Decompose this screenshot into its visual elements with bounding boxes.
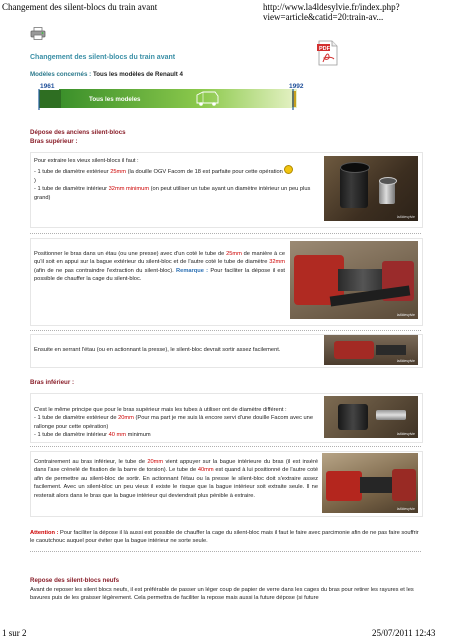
section-heading-install: Repose des silent-blocs neufs: [30, 577, 120, 584]
article-title: Changement des silent-blocs du train avant: [30, 54, 176, 61]
print-footer-datetime: 25/07/2011 12:43: [372, 628, 436, 638]
separator: [30, 446, 421, 447]
photo-watermark: la4ldesylvie: [396, 313, 415, 317]
photo-watermark: la4ldesylvie: [396, 215, 415, 219]
section-heading-removal: Dépose des anciens silent-blocs: [30, 129, 126, 136]
print-icon[interactable]: [30, 27, 46, 40]
subheading-upper-arm: Bras supérieur :: [30, 138, 78, 145]
vice-paragraph: Positionner le bras dans un étau (ou une presse) avec d'un coté le tube de 25mm de manière à ce qu'il soit en appui sur la bague extérieur du silent-bloc et de l'autre coté le tube de diamètre 32mm (afin de ne pas contraindre l'extraction du silent-bloc). Remarque : Pour faciliter la dépose il est possible de chauffer la cage du silent-bloc.: [34, 251, 285, 283]
lower-vice-paragraph: Contrairement au bras inférieur, le tube de 20mm vient appuyer sur la bague intérieure du bras (il est inséré dans l'axe crénelé de fixation de la barre de torsion). Le tube de 40mm est quand à lui positionné de l'autre coté afin de permettre au silent-bloc de sortir. En actionnant l'étau ou la presse le silent-bloc doit s'extraire assez facilement. Avec un silent-bloc un peu vieux il existe le risque que la bague intérieur soit extraite seule. Il ne resterait alors dans le bras que la bague intérieur qui deviendrait plus pénible à extraire.: [34, 459, 318, 499]
separator: [30, 233, 421, 234]
attention-note: Attention : Pour faciliter la dépose il là aussi est possible de chauffer la cage du silent-bloc mais il faut le faire avec parcimonie afin de ne pas faire souffrir le caoutchouc auquel pour éviter que la bague intérieur ne sorte seule.: [30, 530, 419, 545]
photo-tubes: [324, 156, 418, 221]
separator: [30, 330, 421, 331]
separator: [30, 551, 421, 552]
photo-watermark: la4ldesylvie: [396, 359, 415, 363]
extraction-paragraph: Ensuite en serrant l'étau (ou en actionnant la presse), le silent-bloc devrait sortir assez facilement.: [34, 347, 281, 353]
install-paragraph: Avant de reposer les silent blocs neufs, il est préférable de passer un léger coup de papier de verre dans les cages du bras pour retirer les rayures et les bavures puis de les graisser légèrement. Cela permettra de faciliter la repose mais aussi la future dépose (si future: [30, 587, 414, 602]
photo-vice-upper-arm: [290, 241, 418, 319]
timeline-label: Tous les modeles: [89, 96, 141, 103]
model-timeline: [37, 80, 318, 112]
tools-paragraph: Pour extraire les vieux silent-blocs il faut : - 1 tube de diamètre extérieur 25mm (la douille OGV Facom de 18 est parfaite pour cette opération ) - 1 tube de diamètre intérieur 32mm minimum (on peut utiliser un tube ayant un diamètre intérieur un peu plus grand): [34, 157, 319, 202]
photo-watermark: la4ldesylvie: [396, 507, 415, 511]
photo-extracted-silent-block: [324, 335, 418, 365]
print-footer-page: 1 sur 2: [2, 628, 27, 638]
svg-text:PDF: PDF: [319, 46, 330, 52]
photo-watermark: la4ldesylvie: [396, 432, 415, 436]
models-line: [30, 71, 183, 78]
print-header-url: http://www.la4ldesylvie.fr/index.php?view=article&catid=20:train-av...: [263, 2, 400, 22]
pdf-icon[interactable]: [316, 40, 340, 66]
print-header-title: Changement des silent-blocs du train avant: [2, 2, 158, 12]
tools-intro: Pour extraire les vieux silent-blocs il faut :: [34, 158, 139, 164]
smiley-icon: [284, 165, 293, 174]
photo-vice-lower-arm: [322, 453, 418, 513]
photo-lower-tools: [324, 396, 418, 438]
timeline-start-year: 1961: [40, 83, 55, 90]
models-label: Modèles concernés :: [30, 71, 92, 78]
lower-tools-paragraph: C'est le même principe que pour le bras supérieur mais les tubes à utiliser ont de diamètre différent : - 1 tube de diamètre extérieur de 20mm (Pour ma part je me suis là encore servi d'une douille Facom avec une rallonge pour cette opération) - 1 tube de diamètre intérieur 40 mm minimum: [34, 407, 313, 439]
subheading-lower-arm: Bras inférieur :: [30, 379, 75, 386]
models-value: Tous les modèles de Renault 4: [91, 71, 183, 78]
timeline-end-year: 1992: [289, 83, 304, 90]
